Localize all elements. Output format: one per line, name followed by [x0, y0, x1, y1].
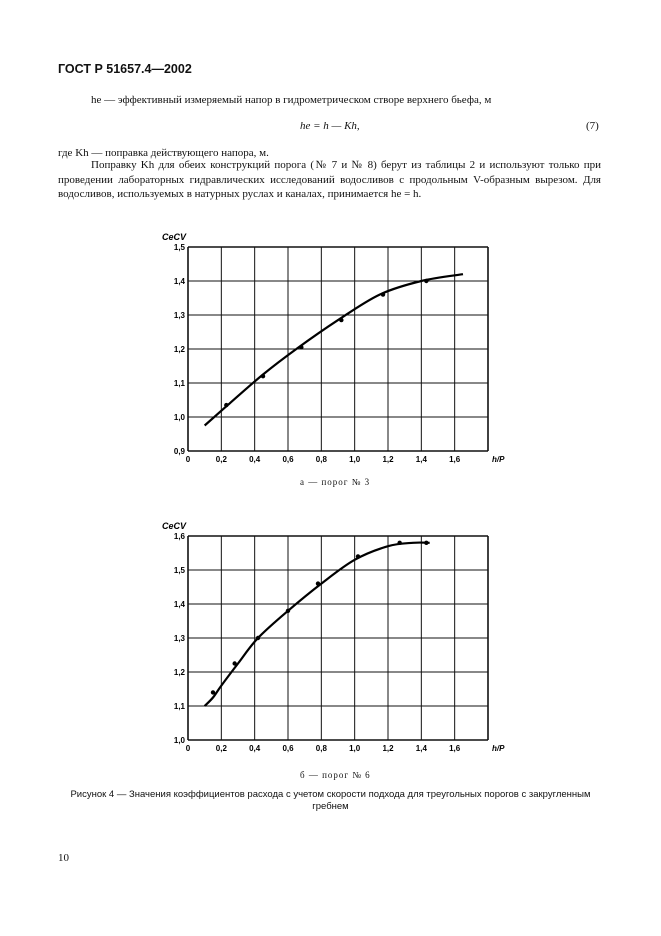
x-tick-label: 0,6 [282, 744, 294, 753]
y-tick-label: 1,0 [173, 736, 185, 745]
chart-b-caption: б — порог № 6 [300, 770, 371, 780]
page-number: 10 [58, 852, 69, 864]
data-point [232, 661, 236, 665]
chart-a [160, 227, 505, 467]
y-tick-label: 1,0 [173, 413, 185, 422]
x-tick-label: 1,0 [349, 455, 361, 464]
data-point [424, 541, 428, 545]
x-tick-label: 0 [185, 744, 191, 753]
definition-he: hе — эффективный измеряемый напор в гидрометрическом створе верхнего бьефа, м [91, 94, 492, 106]
data-point [356, 554, 360, 558]
data-point [339, 318, 343, 322]
figure-caption: Рисунок 4 — Значения коэффициентов расхода с учетом скорости подхода для треугольных порогов с закругленным гребнем [70, 789, 591, 812]
x-tick-label: 0,2 [215, 455, 227, 464]
data-point [256, 636, 260, 640]
data-curve [205, 274, 463, 425]
y-tick-label: 1,4 [173, 277, 185, 286]
data-curve [205, 543, 430, 706]
x-tick-label: 0,6 [282, 455, 294, 464]
x-tick-label: 1,4 [415, 455, 427, 464]
document-header: ГОСТ Р 51657.4—2002 [58, 62, 192, 76]
y-tick-label: 1,6 [173, 532, 185, 541]
y-tick-label: 1,1 [173, 702, 185, 711]
y-tick-label: 1,4 [173, 600, 185, 609]
data-point [397, 541, 401, 545]
correction-paragraph: Поправку Kh для обеих конструкций порога (№ 7 и № 8) берут из таблицы 2 и используют только при проведении лабораторных гидравлических исследований водосливов с продольным V-образным вырезом. Для водосливов, используемых в натурных руслах и каналах, принимается he = h. [58, 159, 601, 200]
data-point [316, 581, 320, 585]
data-point [424, 279, 428, 283]
y-tick-label: 1,3 [173, 634, 185, 643]
x-tick-label: 1,6 [449, 744, 461, 753]
y-tick-label: 1,2 [173, 668, 185, 677]
y-axis-label: CeCV [162, 521, 187, 531]
y-tick-label: 1,1 [173, 379, 185, 388]
y-tick-label: 0,9 [173, 447, 185, 456]
x-tick-label: 1,0 [349, 744, 361, 753]
x-tick-label: 0,4 [249, 455, 261, 464]
x-tick-label: 1,4 [415, 744, 427, 753]
data-point [381, 292, 385, 296]
chart-a-caption: а — порог № 3 [300, 477, 371, 487]
x-tick-label: 1,6 [449, 455, 461, 464]
x-tick-label: 0,4 [249, 744, 261, 753]
data-point [299, 345, 303, 349]
x-axis-label: h/P [492, 744, 505, 753]
y-tick-label: 1,5 [173, 566, 185, 575]
data-point [224, 403, 228, 407]
equation-number: (7) [586, 120, 599, 132]
x-tick-label: 0 [185, 455, 191, 464]
y-axis-label: CeCV [162, 232, 187, 242]
x-tick-label: 0,8 [315, 455, 327, 464]
x-axis-label: h/P [492, 455, 505, 464]
equation-7: he = h — Kh, [300, 120, 360, 132]
data-point [211, 690, 215, 694]
x-tick-label: 0,8 [315, 744, 327, 753]
data-point [286, 609, 290, 613]
y-tick-label: 1,2 [173, 345, 185, 354]
definition-kh: где Kh — поправка действующего напора, м. [58, 147, 269, 159]
x-tick-label: 0,2 [215, 744, 227, 753]
y-tick-label: 1,3 [173, 311, 185, 320]
chart-b [160, 516, 505, 761]
x-tick-label: 1,2 [382, 744, 394, 753]
data-point [261, 374, 265, 378]
y-tick-label: 1,5 [173, 243, 185, 252]
x-tick-label: 1,2 [382, 455, 394, 464]
